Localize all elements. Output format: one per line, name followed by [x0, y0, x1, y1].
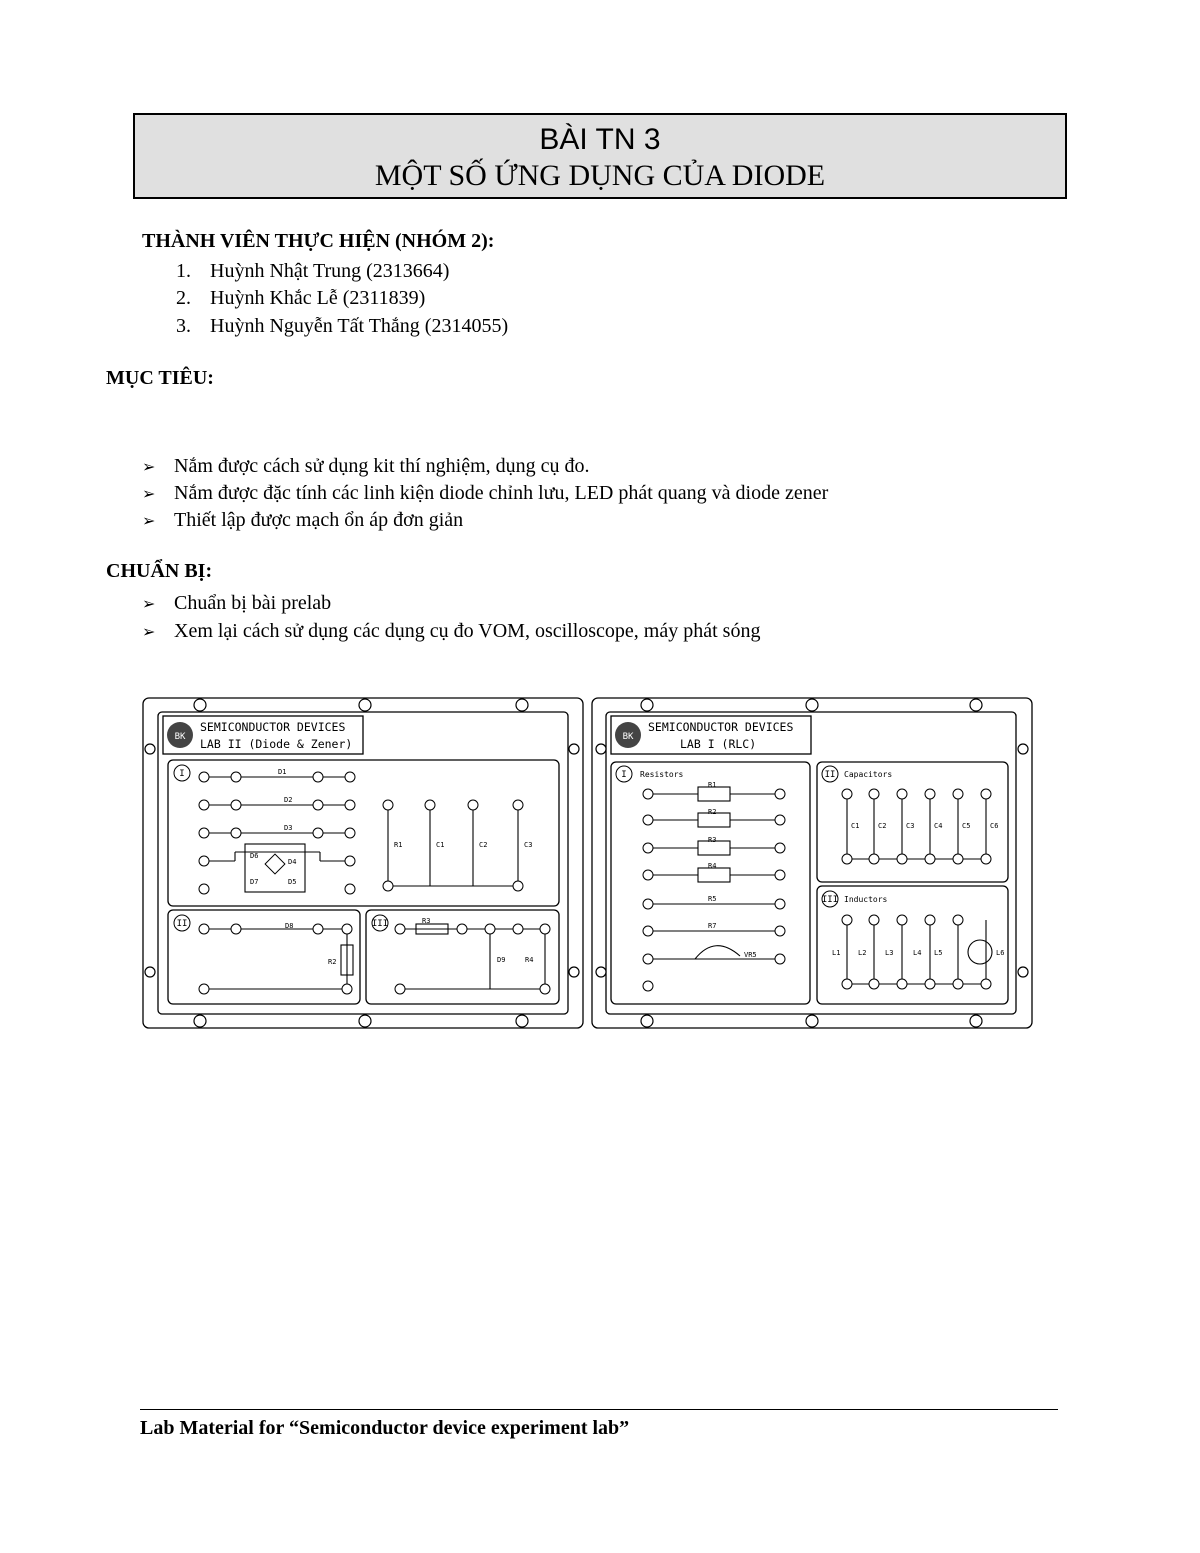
label-c3-capacitor: C3 — [906, 822, 915, 830]
right-panel-title-1: SEMICONDUCTOR DEVICES — [648, 720, 794, 734]
left-panel-title-1: SEMICONDUCTOR DEVICES — [200, 720, 346, 734]
label-c4-capacitor: C4 — [934, 822, 943, 830]
bullet-arrow-icon: ➢ — [142, 459, 156, 476]
label-r3-resistor: R3 — [708, 836, 717, 844]
label-c3: C3 — [524, 841, 533, 849]
objective-item — [142, 454, 590, 480]
right-logo-text: BK — [622, 732, 634, 742]
right-panel-title-2: LAB I (RLC) — [680, 737, 757, 751]
preparation-heading: CHUẨN BỊ: — [106, 560, 213, 582]
label-d3: D3 — [284, 824, 293, 832]
label-d7: D7 — [250, 878, 259, 886]
left-panel-title-2: LAB II (Diode & Zener) — [200, 737, 353, 751]
label-r2-resistor: R2 — [708, 808, 717, 816]
label-r5-resistor: R5 — [708, 895, 717, 903]
inductors-label: Inductors — [844, 895, 888, 904]
title-box — [133, 113, 1067, 199]
label-r2: R2 — [328, 958, 337, 966]
right-section-1-number: I — [621, 770, 627, 780]
objective-text: Thiết lập được mạch ổn áp đơn giản — [174, 509, 464, 531]
label-d6: D6 — [250, 852, 259, 860]
bullet-arrow-icon: ➢ — [142, 624, 156, 641]
label-c1: C1 — [436, 841, 445, 849]
objective-text: Nắm được cách sử dụng kit thí nghiệm, dụng cụ đo. — [174, 455, 590, 477]
title-line-1: BÀI TN 3 — [539, 123, 661, 156]
label-c2-capacitor: C2 — [878, 822, 887, 830]
label-vr5-resistor: VR5 — [744, 951, 757, 959]
objectives-heading: MỤC TIÊU: — [106, 367, 214, 389]
label-r4: R4 — [525, 956, 534, 964]
preparation-text: Xem lại cách sử dụng các dụng cụ đo VOM, oscilloscope, máy phát sóng — [174, 620, 761, 642]
resistors-label: Resistors — [640, 770, 684, 779]
left-section-1-number: I — [179, 769, 185, 779]
bk-logo-icon — [167, 722, 193, 748]
preparation-item — [142, 619, 760, 645]
right-section-2-number: II — [824, 770, 836, 780]
preparation-item — [142, 591, 331, 617]
label-r4-resistor: R4 — [708, 862, 717, 870]
label-r1: R1 — [394, 841, 403, 849]
left-section-2-number: II — [176, 919, 188, 929]
title-line-2: MỘT SỐ ỨNG DỤNG CỦA DIODE — [374, 159, 826, 192]
lab-kit-figure — [140, 694, 1036, 1032]
member-item — [176, 314, 508, 338]
label-c1-capacitor: C1 — [851, 822, 860, 830]
bk-logo-icon — [615, 722, 641, 748]
label-l6-inductor: L6 — [996, 949, 1005, 957]
label-r3: R3 — [422, 917, 431, 925]
objective-text: Nắm được đặc tính các linh kiện diode chỉnh lưu, LED phát quang và diode zener — [174, 482, 829, 504]
member-name: Huỳnh Nguyễn Tất Thắng (2314055) — [210, 315, 509, 337]
left-logo-text: BK — [174, 732, 186, 742]
member-name: Huỳnh Khắc Lễ (2311839) — [210, 287, 426, 309]
members-heading: THÀNH VIÊN THỰC HIỆN (NHÓM 2): — [142, 230, 495, 252]
bullet-arrow-icon: ➢ — [142, 596, 156, 613]
member-name: Huỳnh Nhật Trung (2313664) — [210, 260, 450, 282]
member-number: 1. — [176, 260, 191, 282]
label-l4-inductor: L4 — [913, 949, 922, 957]
label-l1-inductor: L1 — [832, 949, 841, 957]
right-section-3-number: III — [821, 895, 839, 905]
label-d8: D8 — [285, 922, 294, 930]
label-c5-capacitor: C5 — [962, 822, 971, 830]
label-l3-inductor: L3 — [885, 949, 894, 957]
right-panel-frame — [592, 698, 1032, 1028]
member-number: 3. — [176, 315, 191, 337]
objective-item — [142, 481, 828, 507]
member-number: 2. — [176, 287, 191, 309]
capacitors-label: Capacitors — [844, 770, 893, 779]
bullet-arrow-icon: ➢ — [142, 486, 156, 503]
objective-item — [142, 508, 463, 534]
label-r7-resistor: R7 — [708, 922, 717, 930]
label-c6-capacitor: C6 — [990, 822, 999, 830]
label-c2: C2 — [479, 841, 488, 849]
label-d4: D4 — [288, 858, 297, 866]
member-item — [176, 286, 425, 310]
left-section-3-number: III — [371, 919, 389, 929]
footer-divider — [140, 1409, 1058, 1410]
label-r1-resistor: R1 — [708, 781, 717, 789]
label-d9: D9 — [497, 956, 506, 964]
label-d5: D5 — [288, 878, 297, 886]
member-item — [176, 259, 449, 283]
left-section-2 — [168, 910, 360, 1004]
bullet-arrow-icon: ➢ — [142, 513, 156, 530]
label-l5-inductor: L5 — [934, 949, 943, 957]
preparation-text: Chuẩn bị bài prelab — [174, 592, 332, 614]
label-d1: D1 — [278, 768, 287, 776]
label-d2: D2 — [284, 796, 293, 804]
label-l2-inductor: L2 — [858, 949, 867, 957]
footer-text: Lab Material for “Semiconductor device experiment lab” — [140, 1417, 630, 1439]
